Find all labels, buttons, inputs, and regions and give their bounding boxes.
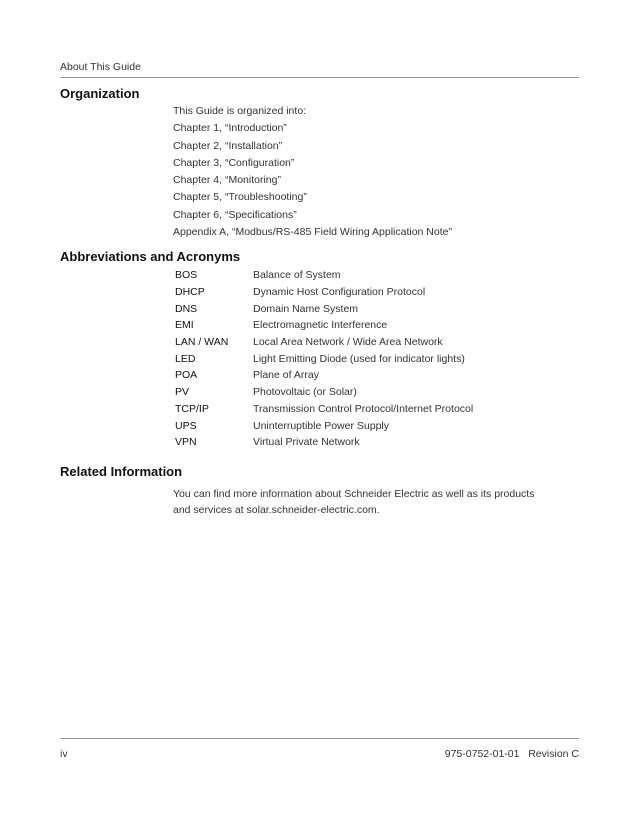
table-row <box>170 334 473 351</box>
abbreviations-heading: Abbreviations and Acronyms <box>60 249 241 264</box>
abbr-definition: Photovoltaic (or Solar) <box>253 386 357 399</box>
abbr-term: VPN <box>175 436 197 449</box>
abbr-definition: Uninterruptible Power Supply <box>253 419 389 432</box>
footer-divider <box>60 738 579 739</box>
abbr-term: LED <box>175 352 196 365</box>
table-row <box>170 367 473 384</box>
abbr-term: TCP/IP <box>175 402 209 415</box>
list-item: Chapter 6, “Specifications” <box>173 208 297 221</box>
abbr-definition: Electromagnetic Interference <box>253 319 388 332</box>
organization-heading: Organization <box>60 86 140 101</box>
related-paragraph: You can find more information about Schneider Electric as well as its products and services at solar.schneider-electric.com. <box>173 488 535 516</box>
abbr-term: POA <box>175 369 198 382</box>
organization-intro: This Guide is organized into: <box>173 105 307 117</box>
list-item: Chapter 1, “Introduction” <box>173 122 287 135</box>
table-row <box>170 401 473 418</box>
table-row <box>170 384 473 401</box>
page-number: iv <box>60 748 68 760</box>
list-item: Chapter 4, “Monitoring” <box>173 174 281 187</box>
abbr-term: DNS <box>175 302 198 315</box>
list-item: Chapter 3, “Configuration” <box>173 156 295 169</box>
abbr-definition: Plane of Array <box>253 369 319 382</box>
document-id: 975-0752-01-01 Revision C <box>444 748 579 760</box>
running-header: About This Guide <box>60 61 141 73</box>
table-row <box>170 284 473 301</box>
abbreviations-table <box>170 267 473 451</box>
abbr-definition: Virtual Private Network <box>253 436 360 449</box>
abbr-definition: Dynamic Host Configuration Protocol <box>253 286 426 299</box>
abbr-definition: Domain Name System <box>253 302 359 315</box>
abbr-term: DHCP <box>175 286 205 299</box>
abbr-term: LAN / WAN <box>175 336 229 349</box>
table-row <box>170 267 473 284</box>
abbr-term: EMI <box>175 319 194 332</box>
list-item: Chapter 2, “Installation” <box>173 139 283 152</box>
table-row <box>170 300 473 317</box>
abbr-definition: Local Area Network / Wide Area Network <box>253 336 443 349</box>
list-item: Appendix A, “Modbus/RS-485 Field Wiring Application Note” <box>173 226 452 239</box>
abbr-term: BOS <box>175 269 198 282</box>
abbr-definition: Light Emitting Diode (used for indicator lights) <box>253 352 465 365</box>
list-item: Chapter 5, “Troubleshooting” <box>173 191 307 204</box>
abbr-term: PV <box>175 386 190 399</box>
organization-list <box>173 103 452 241</box>
table-row <box>170 317 473 334</box>
table-row <box>170 350 473 367</box>
abbr-definition: Transmission Control Protocol/Internet Protocol <box>253 402 474 415</box>
table-row <box>170 434 473 451</box>
table-row <box>170 417 473 434</box>
related-heading: Related Information <box>60 464 183 479</box>
abbr-term: UPS <box>175 419 197 432</box>
abbr-definition: Balance of System <box>253 269 341 282</box>
header-divider <box>60 77 579 78</box>
